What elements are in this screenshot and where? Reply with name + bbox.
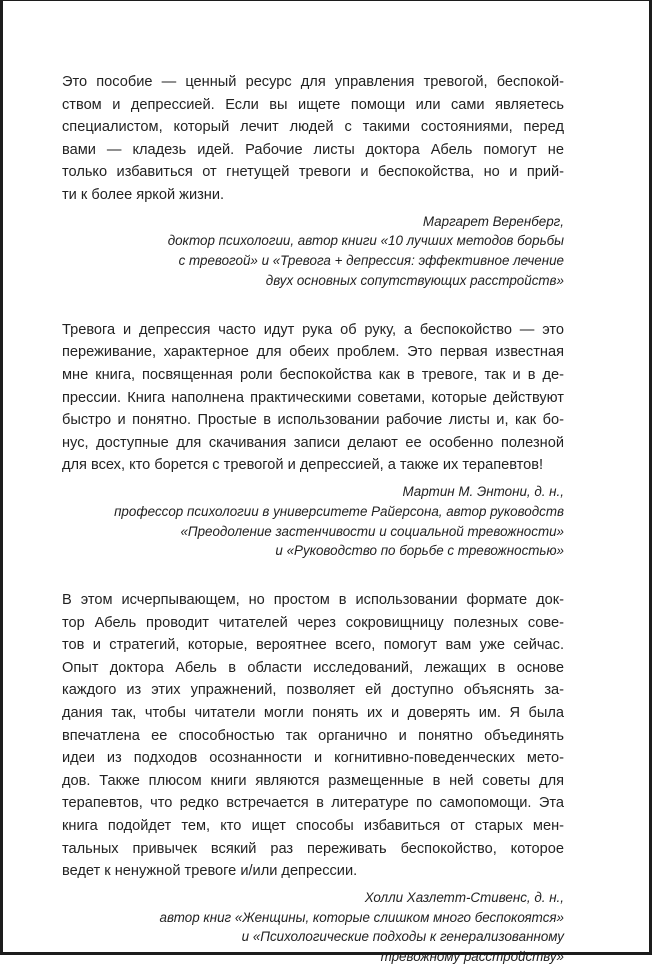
author-name: Холли Хазлетт-Стивенс, д. н., xyxy=(364,889,564,905)
testimonial-attribution xyxy=(62,212,564,291)
text-line: каждого из этих упражнений, позволяет ей доступно объяснять за- xyxy=(62,682,564,699)
testimonial-1 xyxy=(62,71,564,291)
testimonials-section xyxy=(62,71,564,967)
author-credentials: и «Психологические подходы к генерализованному xyxy=(241,929,564,945)
text-line: быстро и понятно. Простые в использовании рабочие листы и, как бо- xyxy=(62,412,564,429)
testimonial-3 xyxy=(62,589,564,967)
text-line: тальных привычек всякий раз переживать беспокойство, которое xyxy=(62,840,564,857)
author-name: Мартин М. Энтони, д. н., xyxy=(402,483,564,499)
text-line: ведет к ненужной тревоге и/или депрессии. xyxy=(62,863,358,880)
testimonial-2 xyxy=(62,319,564,561)
text-line: впечатлена ее способностью так органично и понятно объединять xyxy=(62,727,564,744)
text-line: Это пособие — ценный ресурс для управления тревогой, беспокой- xyxy=(62,74,564,90)
author-name: Маргарет Веренберг, xyxy=(422,213,564,229)
text-line: нус, доступные для скачивания записи делают ее особенно полезной xyxy=(62,434,564,451)
text-line: мне книга, посвященная роли беспокойства как в тревоге, так и в де- xyxy=(62,366,564,383)
testimonial-text xyxy=(62,71,564,207)
text-line: тов и стратегий, которые, вероятнее всего, помогут вам уже сейчас. xyxy=(62,637,564,654)
author-credentials: профессор психологии в университете Райерсона, автор руководств xyxy=(114,503,564,519)
author-credentials: с тревогой» и «Тревога + депрессия: эффективное лечение xyxy=(178,253,564,269)
author-credentials: двух основных сопутствующих расстройств» xyxy=(265,272,564,288)
testimonial-text xyxy=(62,319,564,477)
author-credentials: доктор психологии, автор книги «10 лучших методов борьбы xyxy=(167,233,564,249)
text-line: специалистом, который лечит людей с такими состояниями, перед xyxy=(62,119,564,136)
text-line: дания так, чтобы читатели могли понять их и доверять им. Я была xyxy=(62,705,564,722)
text-line: В этом исчерпывающем, но простом в использовании формате док- xyxy=(62,592,564,609)
author-credentials: тревожному расстройству» xyxy=(380,949,564,965)
text-line: для всех, кто борется с тревогой и депрессией, а также их терапевтов! xyxy=(62,457,544,474)
testimonial-attribution xyxy=(62,482,564,561)
author-credentials: и «Руководство по борьбе с тревожностью» xyxy=(275,543,564,559)
author-credentials: автор книг «Женщины, которые слишком много беспокоятся» xyxy=(159,909,564,925)
text-line: идеи из подходов осознанности и когнитивно-поведенческих мето- xyxy=(62,750,564,767)
text-line: ти к более яркой жизни. xyxy=(62,186,225,203)
testimonial-text xyxy=(62,589,564,883)
author-credentials: «Преодоление застенчивости и социальной тревожности» xyxy=(180,523,564,539)
text-line: Опыт доктора Абель в области исследований, лежащих в основе xyxy=(62,659,564,676)
text-line: тор Абель проводит читателей через сокровищницу полезных сове- xyxy=(62,614,564,631)
text-line: Тревога и депрессия часто идут рука об руку, а беспокойство — это xyxy=(62,321,564,338)
text-line: прессии. Книга наполнена практическими советами, которые действуют xyxy=(62,389,564,406)
text-line: книга подойдет тем, кто ищет способы избавиться от старых мен- xyxy=(62,818,564,835)
text-line: только избавиться от гнетущей тревоги и беспокойства, но и прий- xyxy=(62,164,564,181)
text-line: терапевтов, что редко встречается в литературе по самопомощи. Эта xyxy=(62,795,564,812)
testimonial-attribution xyxy=(62,888,564,967)
text-line: переживание, характерное для обеих проблем. Это первая известная xyxy=(62,344,564,361)
text-line: вами — кладезь идей. Рабочие листы доктора Абель помогут не xyxy=(62,141,564,158)
text-line: дов. Также плюсом книги являются размещенные в ней советы для xyxy=(62,772,564,789)
text-line: ством и депрессией. Если вы ищете помощи или сами являетесь xyxy=(62,96,564,113)
